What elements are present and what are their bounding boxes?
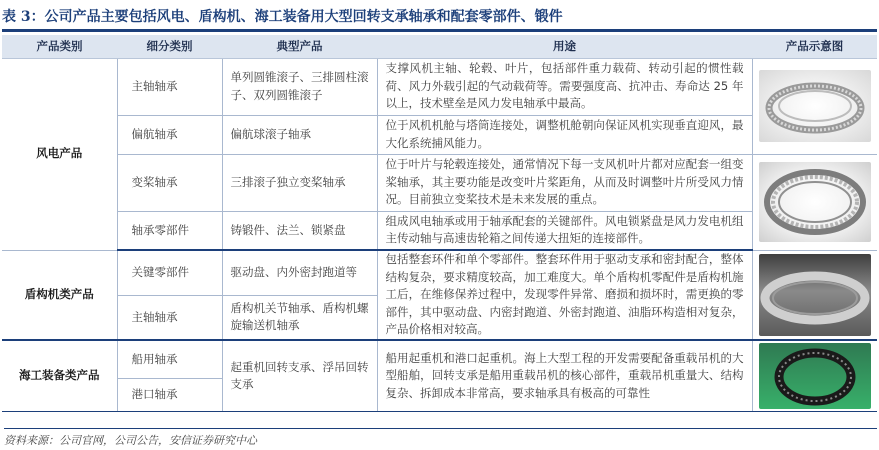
product-cell: 盾构机关节轴承、盾构机螺旋输送机轴承 <box>222 295 377 340</box>
header-usage: 用途 <box>377 35 752 58</box>
slewing-ring-image <box>759 343 871 409</box>
table-row <box>2 211 877 250</box>
shield-ring-image <box>759 254 871 336</box>
product-cell: 驱动盘、内外密封跑道等 <box>222 250 377 295</box>
product-table <box>2 35 877 412</box>
product-cell: 单列圆锥滚子、三排圆柱滚子、双列圆锥滚子 <box>222 58 377 115</box>
source-note: 资料来源：公司官网，公司公告，安信证券研究中心 <box>4 428 877 448</box>
subcategory-cell: 港口轴承 <box>117 379 222 412</box>
usage-cell: 包括整套环件和单个零部件。整套环件用于驱动支承和密封配合，整体结构复杂，要求精度较高，加工难度大。单个盾构机零配件是盾构机施工后，在维修保养过程中，发现零件异常、磨损和损坏时，需更换的零部件，其中驱动盘、内密封跑道、外密封跑道、油脂环构造相对复杂，产品价格相对较高。 <box>377 250 752 340</box>
product-cell: 偏航球滚子轴承 <box>222 115 377 154</box>
product-cell: 起重机回转支承、浮吊回转支承 <box>222 340 377 412</box>
table-header-row <box>2 35 877 58</box>
image-cell <box>752 58 877 154</box>
header-category: 产品类别 <box>2 35 117 58</box>
table-row <box>2 340 877 379</box>
subcategory-cell: 轴承零部件 <box>117 211 222 250</box>
subcategory-cell: 主轴轴承 <box>117 295 222 340</box>
category-shield: 盾构机类产品 <box>2 250 117 340</box>
product-cell: 三排滚子独立变桨轴承 <box>222 154 377 211</box>
table-row <box>2 154 877 211</box>
image-cell <box>752 340 877 412</box>
usage-cell: 位于风机机舱与塔筒连接处，调整机舱朝向保证风机实现垂直迎风，最大化系统捕风能力。 <box>377 115 752 154</box>
roller-bearing-image <box>759 162 871 242</box>
subcategory-cell: 船用轴承 <box>117 340 222 379</box>
table-title: 表 3：公司产品主要包括风电、盾构机、海工装备用大型回转支承轴承和配套零部件、锻件 <box>2 6 877 32</box>
usage-cell: 船用起重机和港口起重机。海上大型工程的开发需要配备重载吊机的大型船舶，回转支承是船用重载吊机的核心部件，重载吊机重量大、结构复杂、拆卸成本非常高，要求轴承具有极高的可靠性 <box>377 340 752 412</box>
subcategory-cell: 偏航轴承 <box>117 115 222 154</box>
usage-cell: 位于叶片与轮毂连接处，通常情况下每一支风机叶片都对应配套一组变桨轴承，其主要功能是改变叶片桨距角，从而及时调整叶片所受风力情况。目前独立变桨技术是未来发展的重点。 <box>377 154 752 211</box>
table-row <box>2 250 877 295</box>
header-subcategory: 细分类别 <box>117 35 222 58</box>
subcategory-cell: 主轴轴承 <box>117 58 222 115</box>
image-cell <box>752 154 877 250</box>
bearing-ring-image <box>759 70 871 142</box>
usage-cell: 支撑风机主轴、轮毂、叶片，包括部件重力载荷、转动引起的惯性载荷、风力外载引起的气动载荷等。需要强度高、抗冲击、寿命达 25 年以上，技术壁垒是风力发电轴承中最高。 <box>377 58 752 115</box>
header-image: 产品示意图 <box>752 35 877 58</box>
product-cell: 铸锻件、法兰、锁紧盘 <box>222 211 377 250</box>
image-cell <box>752 250 877 340</box>
subcategory-cell: 关键零部件 <box>117 250 222 295</box>
category-wind: 风电产品 <box>2 58 117 250</box>
table-row <box>2 115 877 154</box>
usage-cell: 组成风电轴承或用于轴承配套的关键部件。风电锁紧盘是风力发电机组主传动轴与高速齿轮箱之间传递大扭矩的连接部件。 <box>377 211 752 250</box>
header-product: 典型产品 <box>222 35 377 58</box>
category-marine: 海工装备类产品 <box>2 340 117 412</box>
table-row <box>2 58 877 115</box>
subcategory-cell: 变桨轴承 <box>117 154 222 211</box>
